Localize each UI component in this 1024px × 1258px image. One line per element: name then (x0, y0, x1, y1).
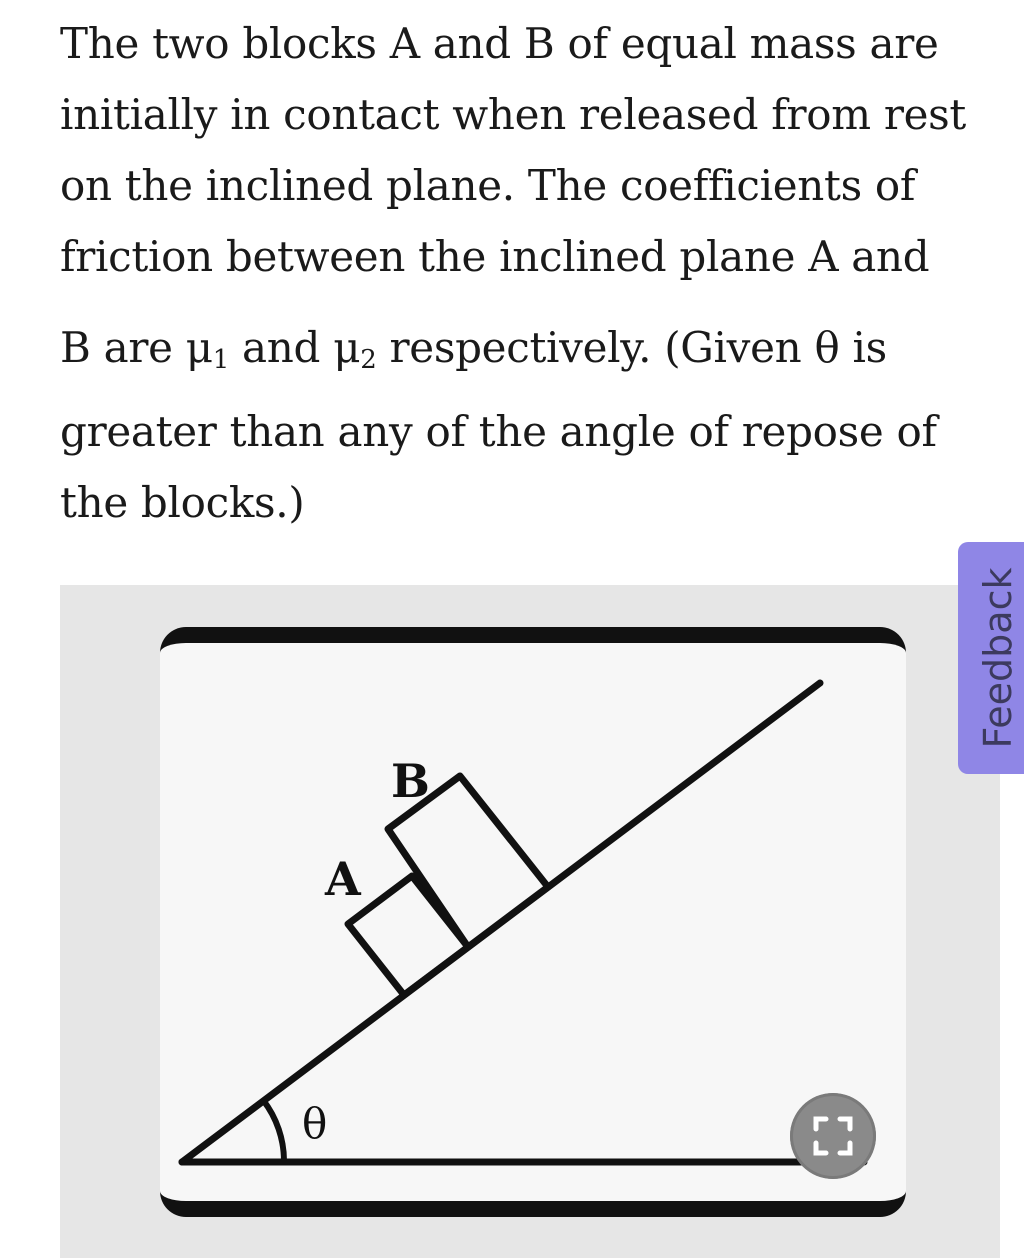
figure-panel (60, 585, 1000, 1258)
feedback-tab[interactable] (958, 542, 1024, 774)
feedback-label: Feedback (976, 567, 1020, 749)
block-a-label: A (325, 852, 361, 906)
angle-arc (263, 1100, 284, 1162)
question-line-2-end: respectively. (Given θ is greater than any of the angle of repose of the blocks.) (60, 323, 937, 527)
expand-icon (790, 1093, 876, 1179)
block-b-label: B (391, 754, 430, 808)
mu-1-symbol: μ (185, 323, 213, 372)
angle-label: θ (302, 1099, 328, 1148)
question-and-text: and (229, 323, 334, 372)
mu-2-subscript: 2 (360, 345, 377, 375)
expand-image-button[interactable] (790, 1093, 876, 1179)
question-text (60, 8, 1010, 538)
mu-1-subscript: 1 (212, 345, 229, 375)
question-line-2 (60, 312, 1010, 538)
question-line-1: The two blocks A and B of equal mass are initially in contact when released from rest on the inclined plane. The coefficients of friction between the inclined plane A and (60, 19, 966, 281)
mu-2-symbol: μ (333, 323, 361, 372)
question-line-2-start: B are (60, 323, 186, 372)
